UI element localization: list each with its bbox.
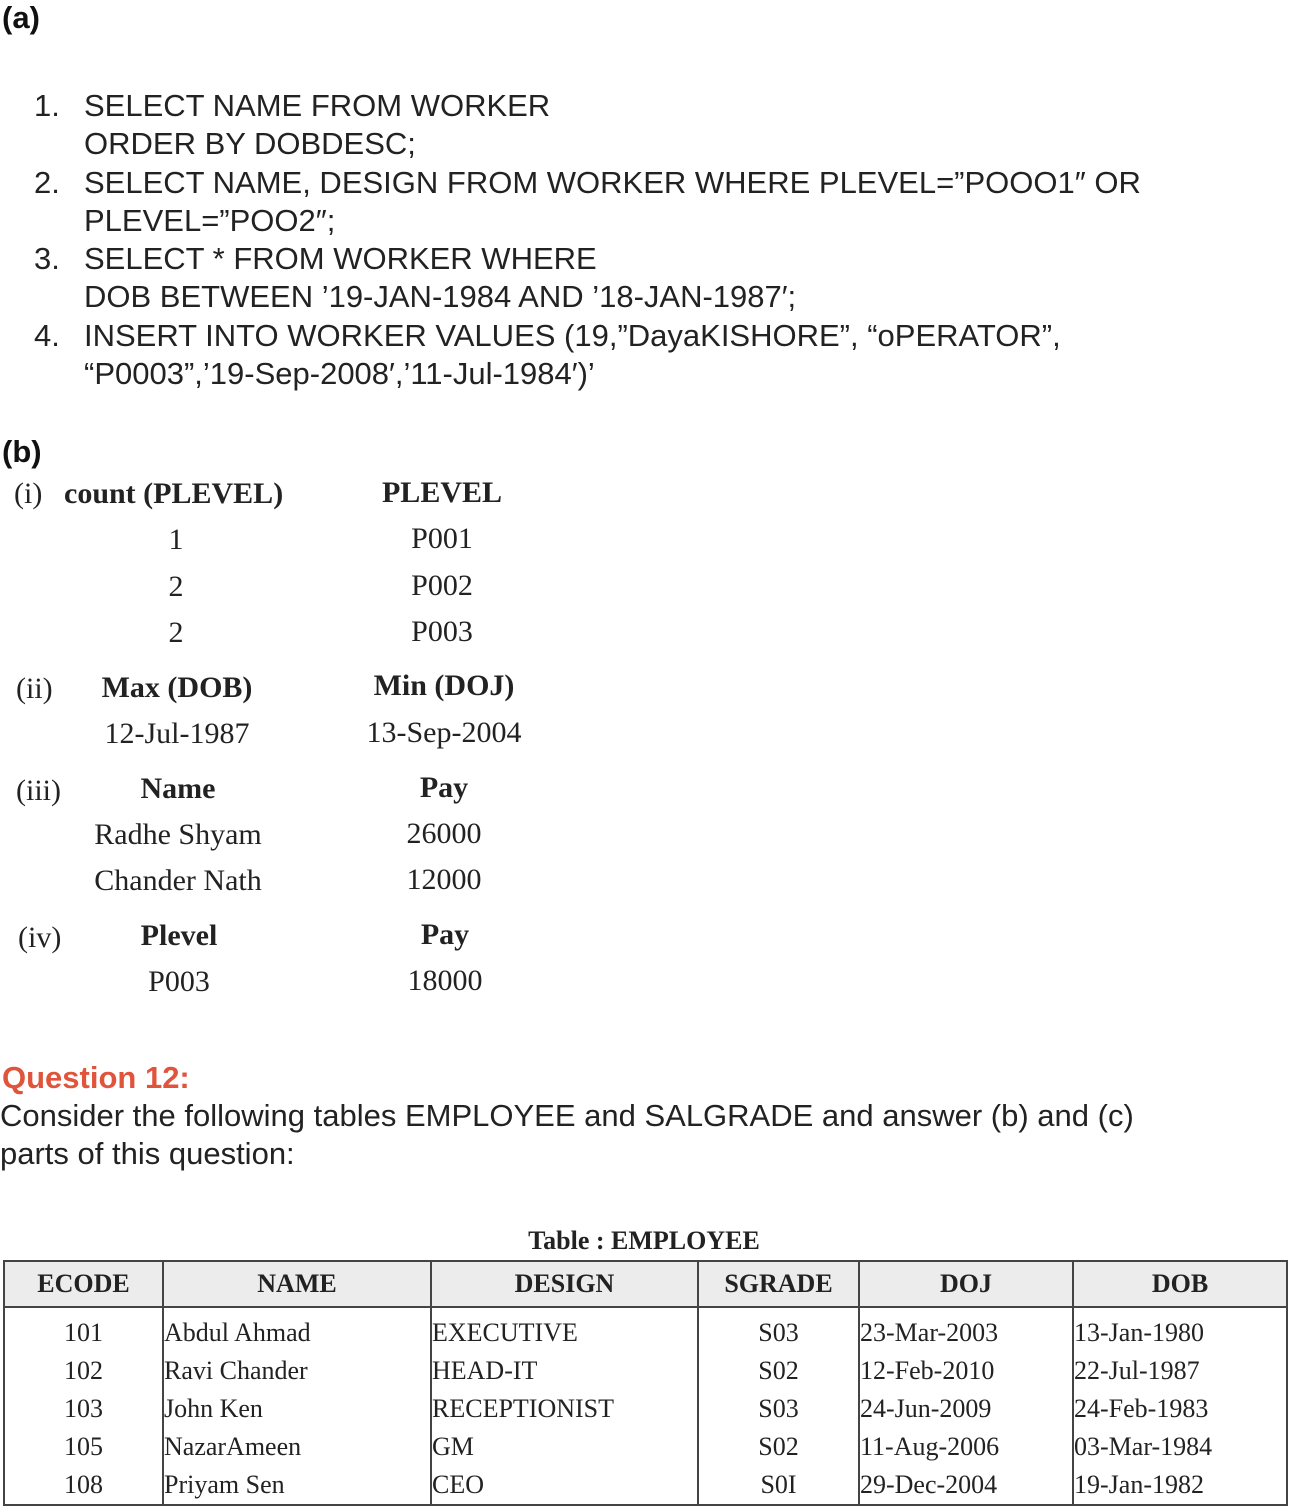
result-cell: 13-Sep-2004 — [366, 716, 522, 749]
table-cell: 13-Jan-1980 — [1073, 1307, 1287, 1352]
table-row — [4, 1352, 1287, 1390]
list-item-line: PLEVEL=”POO2″; — [84, 203, 336, 238]
column-header: Min (DOJ) — [373, 669, 515, 702]
table-cell: 23-Mar-2003 — [859, 1307, 1073, 1352]
table-cell: S03 — [698, 1307, 859, 1352]
table-cell: 103 — [4, 1390, 163, 1428]
table-row — [4, 1307, 1287, 1352]
table-cell: 22-Jul-1987 — [1073, 1352, 1287, 1390]
table-cell: RECEPTIONIST — [431, 1390, 698, 1428]
result-cell: 1 — [168, 523, 184, 556]
list-item-number: 2. — [34, 165, 60, 200]
table-cell: EXECUTIVE — [431, 1307, 698, 1352]
table-cell: John Ken — [163, 1390, 431, 1428]
table-cell: 24-Jun-2009 — [859, 1390, 1073, 1428]
table-cell: 03-Mar-1984 — [1073, 1428, 1287, 1466]
result-cell: 18000 — [407, 964, 483, 997]
list-item-line: INSERT INTO WORKER VALUES (19,”DayaKISHORE”, “oPERATOR”, — [84, 318, 1061, 353]
sub-label: (iii) — [16, 774, 61, 807]
result-cell: 12000 — [406, 863, 482, 896]
table-cell: NazarAmeen — [163, 1428, 431, 1466]
table-cell: HEAD-IT — [431, 1352, 698, 1390]
table-cell: S02 — [698, 1352, 859, 1390]
result-cell: Chander Nath — [94, 864, 262, 897]
employee-table — [3, 1260, 1288, 1506]
table-cell: 29-Dec-2004 — [859, 1466, 1073, 1505]
column-header: Pay — [420, 918, 470, 951]
table-cell: Ravi Chander — [163, 1352, 431, 1390]
sub-label: (ii) — [16, 672, 53, 705]
table-cell: GM — [431, 1428, 698, 1466]
result-cell: 2 — [168, 570, 184, 603]
table-row — [4, 1390, 1287, 1428]
table-cell: 108 — [4, 1466, 163, 1505]
column-header-doj: DOJ — [859, 1261, 1073, 1307]
list-item-line: SELECT NAME FROM WORKER — [84, 88, 551, 123]
result-cell: 2 — [168, 616, 184, 649]
column-header-dob: DOB — [1073, 1261, 1287, 1307]
result-cell: Radhe Shyam — [94, 818, 262, 851]
table-caption: Table : EMPLOYEE — [528, 1226, 760, 1255]
result-cell: 26000 — [406, 817, 482, 850]
result-cell: P003 — [148, 965, 210, 998]
column-header-sgrade: SGRADE — [698, 1261, 859, 1307]
table-cell: 12-Feb-2010 — [859, 1352, 1073, 1390]
table-cell: CEO — [431, 1466, 698, 1505]
table-cell: S02 — [698, 1428, 859, 1466]
column-header: Name — [140, 772, 216, 805]
column-header: Max (DOB) — [101, 671, 253, 704]
sub-label: (i) — [14, 477, 43, 510]
column-header: Pay — [419, 771, 469, 804]
table-cell: 24-Feb-1983 — [1073, 1390, 1287, 1428]
table-row — [4, 1428, 1287, 1466]
table-cell: 102 — [4, 1352, 163, 1390]
sub-label: (iv) — [18, 921, 62, 954]
table-cell: Abdul Ahmad — [163, 1307, 431, 1352]
table-cell: 105 — [4, 1428, 163, 1466]
list-item-line: SELECT NAME, DESIGN FROM WORKER WHERE PLEVEL=”POOO1″ OR — [84, 165, 1141, 200]
table-cell: 101 — [4, 1307, 163, 1352]
table-cell: S0I — [698, 1466, 859, 1505]
question-title: Question 12: — [2, 1060, 190, 1095]
list-item-line: SELECT * FROM WORKER WHERE — [84, 241, 597, 276]
list-item-line: ORDER BY DOBDESC; — [84, 126, 416, 161]
table-cell: Priyam Sen — [163, 1466, 431, 1505]
table-cell: 11-Aug-2006 — [859, 1428, 1073, 1466]
part-a-label: (a) — [2, 0, 40, 35]
result-cell: P003 — [411, 615, 473, 648]
column-header: PLEVEL — [381, 476, 503, 509]
list-item-line: “P0003”,’19-Sep-2008′,’11-Jul-1984′)’ — [84, 356, 595, 391]
result-cell: P002 — [411, 569, 473, 602]
column-header-design: DESIGN — [431, 1261, 698, 1307]
part-b-label: (b) — [2, 434, 42, 469]
list-item-number: 3. — [34, 241, 60, 276]
table-row — [4, 1466, 1287, 1505]
question-text-line: parts of this question: — [0, 1136, 295, 1171]
column-header-ecode: ECODE — [4, 1261, 163, 1307]
list-item-number: 1. — [34, 88, 60, 123]
question-text-line: Consider the following tables EMPLOYEE and SALGRADE and answer (b) and (c) — [0, 1098, 1134, 1133]
list-item-line: DOB BETWEEN ’19-JAN-1984 AND ’18-JAN-1987′; — [84, 279, 797, 314]
column-header-name: NAME — [163, 1261, 431, 1307]
column-header: Plevel — [140, 919, 218, 952]
table-header-row — [4, 1261, 1287, 1307]
table-cell: S03 — [698, 1390, 859, 1428]
column-header: count (PLEVEL) — [64, 477, 284, 510]
result-cell: 12-Jul-1987 — [104, 717, 250, 750]
result-cell: P001 — [411, 522, 473, 555]
list-item-number: 4. — [34, 318, 60, 353]
table-cell: 19-Jan-1982 — [1073, 1466, 1287, 1505]
